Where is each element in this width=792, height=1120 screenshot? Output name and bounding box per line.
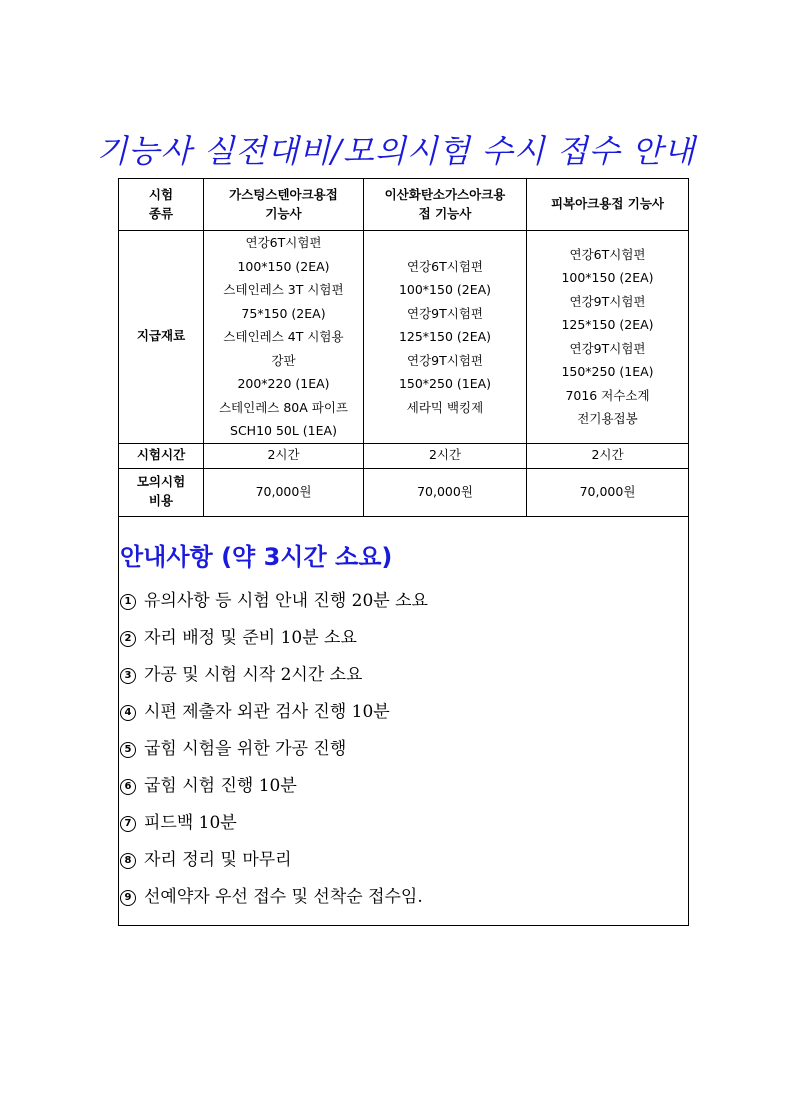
notice-title: 안내사항 (약 3시간 소요) [120, 542, 393, 571]
materials-col3 [527, 231, 689, 444]
material-line: 75*150 (2EA) [241, 305, 326, 321]
notice-item-text: 피드백 10분 [144, 813, 237, 834]
time-col1: 2시간 [204, 443, 364, 468]
notice-item [119, 589, 688, 626]
material-line: 연강6T시험편 [245, 235, 322, 250]
cost-label-line: 모의시험 [136, 474, 186, 490]
time-col2: 2시간 [364, 443, 527, 468]
materials-col1 [204, 231, 364, 444]
header-col3-line: 피복아크용접 기능사 [550, 196, 665, 212]
notice-item [119, 626, 688, 663]
notice-item [119, 663, 688, 700]
number-badge-icon: 5 [120, 742, 136, 758]
materials-label: 지급재료 [119, 231, 204, 444]
material-line: 7016 저수소계 [565, 387, 650, 403]
notice-list [119, 589, 688, 922]
time-row [119, 443, 689, 468]
header-col2-line: 접 기능사 [418, 205, 472, 221]
notice-item [119, 737, 688, 774]
notice-row [119, 516, 689, 926]
time-label: 시험시간 [119, 443, 204, 468]
material-line: 스테인레스 3T 시험편 [223, 282, 344, 297]
page-title: 기능사 실전대비/모의시험 수시 접수 안내 [96, 132, 696, 170]
material-line: 연강9T시험편 [407, 305, 483, 321]
notice-item [119, 811, 688, 848]
number-badge-icon: 1 [120, 594, 136, 610]
notice-item [119, 848, 688, 885]
number-badge-icon: 8 [120, 853, 136, 869]
number-badge-icon: 2 [120, 631, 136, 647]
material-line: 세라믹 백킹제 [406, 399, 484, 415]
notice-item-text: 굽힘 시험 진행 10분 [144, 776, 297, 797]
cost-row [119, 468, 689, 516]
material-line: 125*150 (2EA) [398, 329, 492, 344]
notice-item [119, 885, 688, 922]
material-line: 연강9T시험편 [569, 293, 646, 309]
header-label-line: 시험 [148, 186, 174, 202]
material-line: 125*150 (2EA) [561, 317, 654, 333]
material-line: 스테인레스 4T 시험용 [223, 329, 344, 344]
material-line: SCH10 50L (1EA) [230, 423, 337, 438]
notice-item-text: 자리 정리 및 마무리 [144, 850, 292, 871]
materials-col2 [364, 231, 527, 444]
header-col1 [204, 179, 364, 231]
number-badge-icon: 4 [120, 705, 136, 721]
cost-label [119, 468, 204, 516]
header-col1-line: 가스텅스텐아크용접 [229, 186, 338, 202]
number-badge-icon: 7 [120, 816, 136, 832]
material-line: 연강6T시험편 [407, 258, 483, 274]
material-line: 100*150 (2EA) [561, 270, 654, 286]
notice-item-text: 굽힘 시험을 위한 가공 진행 [144, 739, 347, 760]
material-line: 스테인레스 80A 파이프 [218, 399, 348, 415]
material-line: 강판 [271, 352, 296, 368]
material-line: 100*150 (2EA) [237, 258, 330, 274]
header-col2 [364, 179, 527, 231]
cost-col2: 70,000원 [364, 468, 527, 516]
notice-item [119, 774, 688, 811]
material-line: 150*250 (1EA) [561, 364, 654, 380]
cost-col3: 70,000원 [527, 468, 689, 516]
material-line: 전기용접봉 [577, 411, 638, 427]
header-col2-line: 이산화탄소가스아크용 [384, 186, 506, 202]
notice-item-text: 유의사항 등 시험 안내 진행 20분 소요 [144, 591, 428, 612]
notice-item-text: 가공 및 시험 시작 2시간 소요 [144, 665, 363, 686]
material-line: 연강9T시험편 [569, 340, 646, 356]
cost-label-line: 비용 [148, 493, 174, 508]
number-badge-icon: 3 [120, 668, 136, 684]
material-line: 150*250 (1EA) [398, 376, 492, 391]
number-badge-icon: 6 [120, 779, 136, 795]
header-label-line: 종류 [148, 205, 174, 221]
cost-col1: 70,000원 [204, 468, 364, 516]
material-line: 200*220 (1EA) [237, 376, 330, 391]
material-line: 100*150 (2EA) [398, 282, 492, 297]
info-table [118, 178, 689, 926]
notice-item [119, 700, 688, 737]
header-label-cell [119, 179, 204, 231]
header-col3 [527, 179, 689, 231]
notice-item-text: 시편 제출자 외관 검사 진행 10분 [144, 702, 390, 723]
notice-item-text: 자리 배정 및 준비 10분 소요 [144, 628, 357, 649]
header-col1-line: 기능사 [265, 205, 302, 221]
notice-item-text: 선예약자 우선 접수 및 선착순 접수임. [144, 887, 423, 908]
material-line: 연강6T시험편 [569, 246, 646, 262]
time-col3: 2시간 [527, 443, 689, 468]
material-line: 연강9T시험편 [407, 352, 483, 368]
materials-row [119, 231, 689, 444]
number-badge-icon: 9 [120, 890, 136, 906]
notice-section [119, 516, 689, 926]
header-row [119, 179, 689, 231]
